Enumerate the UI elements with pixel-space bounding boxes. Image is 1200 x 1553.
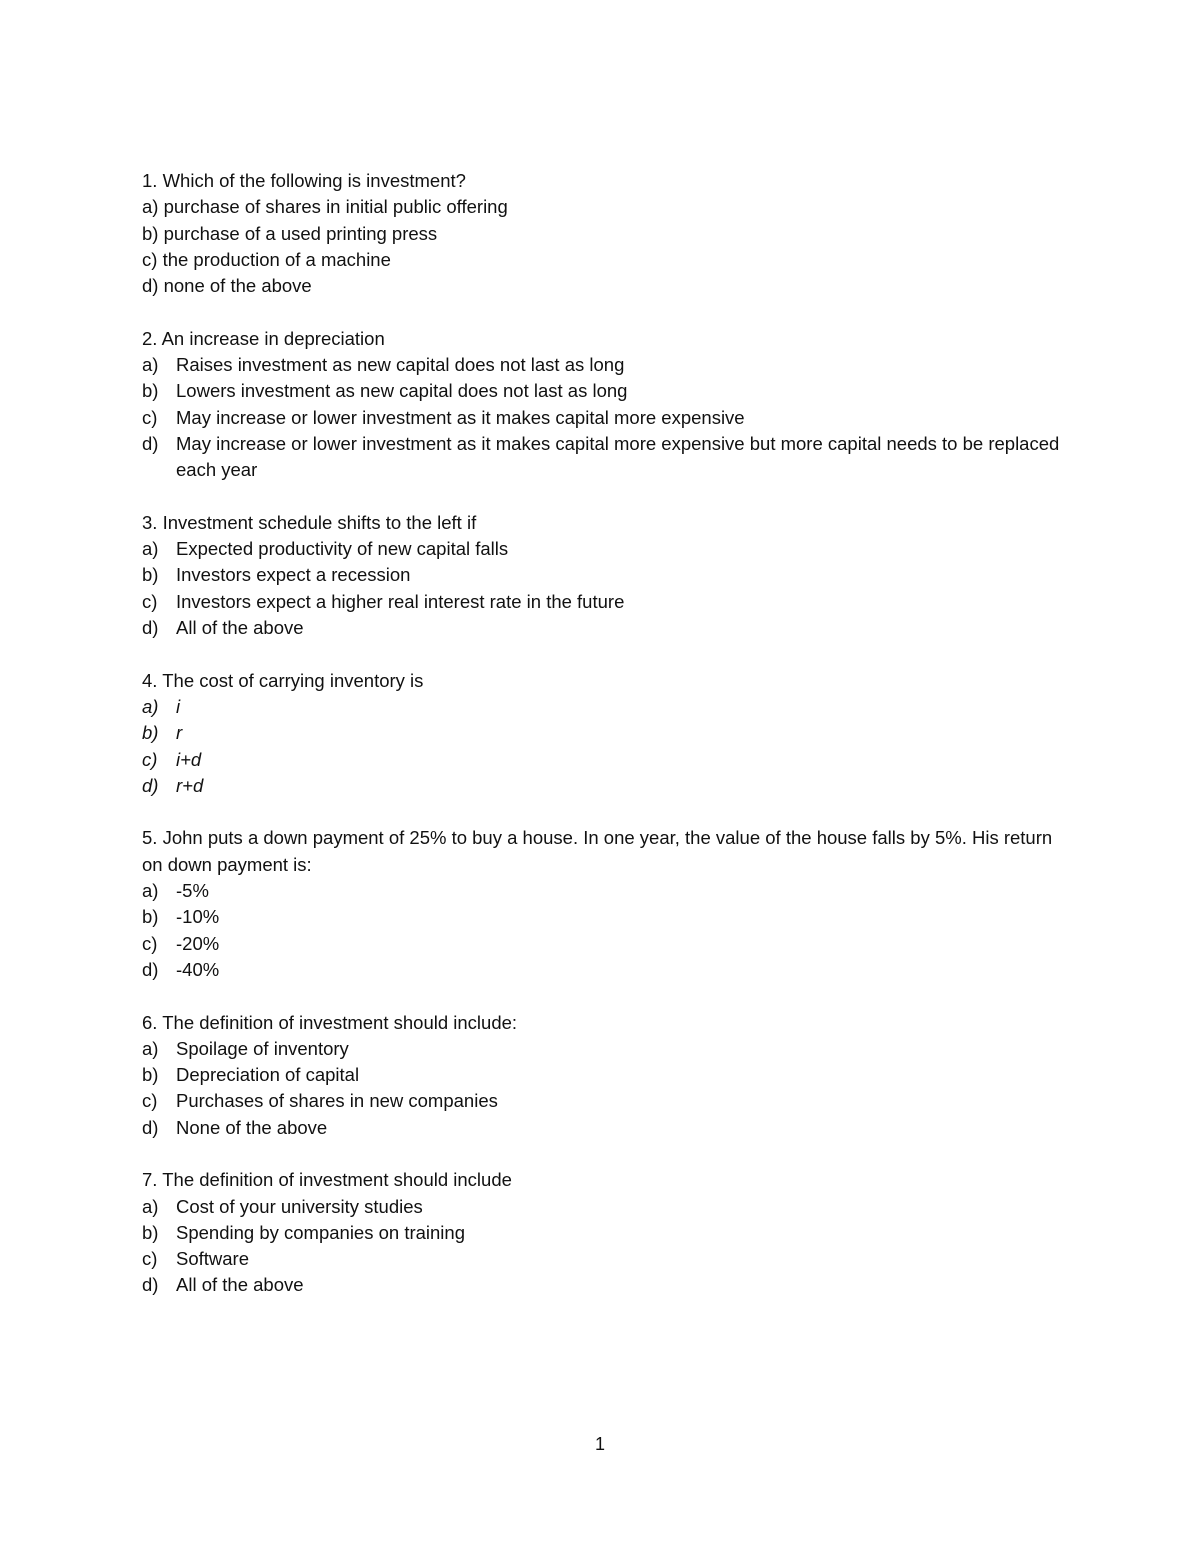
option-text: purchase of shares in initial public offering (163, 196, 508, 218)
option-text: none of the above (163, 275, 312, 297)
option-letter: a) (142, 1195, 159, 1217)
option-text: All of the above (176, 617, 304, 639)
option-c (142, 1246, 1072, 1272)
option-text: May increase or lower investment as it makes capital more expensive but more capital needs to be replaced each year (176, 432, 1060, 481)
question-text: John puts a down payment of 25% to buy a house. In one year, the value of the house falls by 5%. His return on down payment is: (142, 827, 1053, 875)
option-b (142, 720, 1072, 746)
option-a (142, 194, 1072, 220)
question-text: The definition of investment should include: (162, 1011, 518, 1033)
option-letter: d) (142, 617, 159, 639)
option-text: Spending by companies on training (176, 1221, 465, 1243)
option-b (142, 1062, 1072, 1088)
option-letter: a) (142, 354, 159, 376)
option-text: -10% (176, 906, 220, 928)
question-6 (142, 1010, 1072, 1141)
question-text: An increase in depreciation (161, 327, 385, 349)
option-letter: b) (142, 222, 159, 244)
option-a (142, 1036, 1072, 1062)
question-4-stem (142, 668, 1072, 694)
option-text: purchase of a used printing press (163, 222, 438, 244)
option-text: i+d (176, 748, 202, 770)
option-text: r+d (176, 774, 204, 796)
option-letter: c) (142, 1090, 158, 1112)
option-letter: c) (142, 1248, 158, 1270)
option-list (142, 1036, 1072, 1141)
option-letter: b) (142, 1221, 159, 1243)
question-3 (142, 510, 1072, 641)
option-text: Raises investment as new capital does not last as long (176, 354, 625, 376)
option-a (142, 352, 1072, 378)
option-text: Investors expect a higher real interest rate in the future (176, 590, 625, 612)
option-text: Expected productivity of new capital falls (176, 538, 509, 560)
question-7 (142, 1167, 1072, 1298)
page-number: 1 (594, 1434, 605, 1454)
question-1 (142, 168, 1072, 299)
option-text: None of the above (176, 1116, 328, 1138)
option-c (142, 405, 1072, 431)
question-7-stem (142, 1167, 1072, 1193)
question-number: 2. (142, 327, 158, 349)
option-c (142, 247, 1072, 273)
option-letter: c) (142, 932, 158, 954)
option-d (142, 1272, 1072, 1298)
option-d (142, 273, 1072, 299)
option-letter: b) (142, 380, 159, 402)
option-c (142, 747, 1072, 773)
option-b (142, 221, 1072, 247)
option-letter: b) (142, 722, 159, 744)
option-a (142, 536, 1072, 562)
option-text: Cost of your university studies (176, 1195, 423, 1217)
option-a (142, 878, 1072, 904)
option-text: Investors expect a recession (176, 564, 411, 586)
question-5-stem (142, 825, 1072, 878)
option-letter: a) (142, 695, 159, 717)
option-letter: a) (142, 1037, 159, 1059)
option-a (142, 1194, 1072, 1220)
option-b (142, 1220, 1072, 1246)
option-c (142, 589, 1072, 615)
option-list (142, 694, 1072, 799)
option-text: Purchases of shares in new companies (176, 1090, 498, 1112)
option-letter: c) (142, 748, 158, 770)
option-letter: b) (142, 906, 159, 928)
option-c (142, 931, 1072, 957)
question-number: 4. (142, 669, 158, 691)
option-text: Software (176, 1248, 250, 1270)
option-a (142, 694, 1072, 720)
question-text: Which of the following is investment? (162, 170, 466, 191)
option-letter: b) (142, 1064, 159, 1086)
question-5 (142, 825, 1072, 983)
question-3-stem (142, 510, 1072, 536)
question-4 (142, 668, 1072, 799)
option-d (142, 957, 1072, 983)
option-text: -20% (176, 932, 220, 954)
option-list (142, 1194, 1072, 1299)
option-text: Lowers investment as new capital does not last as long (176, 380, 628, 402)
option-text: the production of a machine (162, 248, 391, 270)
option-letter: d) (142, 432, 159, 454)
question-2 (142, 326, 1072, 484)
option-letter: a) (142, 880, 159, 902)
question-list (142, 168, 1072, 1325)
question-6-stem (142, 1010, 1072, 1036)
option-list (142, 536, 1072, 641)
option-d (142, 615, 1072, 641)
option-text: -5% (176, 880, 209, 902)
option-letter: a) (142, 538, 159, 560)
option-letter: c) (142, 590, 158, 612)
question-number: 7. (142, 1169, 158, 1191)
option-text: All of the above (176, 1274, 304, 1296)
question-text: Investment schedule shifts to the left if (162, 511, 477, 533)
option-d (142, 1115, 1072, 1141)
option-b (142, 904, 1072, 930)
option-b (142, 562, 1072, 588)
option-d (142, 773, 1072, 799)
option-text: May increase or lower investment as it makes capital more expensive (176, 406, 745, 428)
option-text: i (176, 695, 181, 717)
option-letter: d) (142, 275, 159, 297)
question-number: 6. (142, 1011, 158, 1033)
option-letter: d) (142, 1274, 159, 1296)
option-list (142, 878, 1072, 983)
question-1-stem (142, 168, 1072, 194)
question-2-stem (142, 326, 1072, 352)
option-letter: d) (142, 1116, 159, 1138)
option-text: r (176, 722, 183, 744)
option-text: Depreciation of capital (176, 1064, 360, 1086)
option-text: -40% (176, 958, 220, 980)
question-text: The cost of carrying inventory is (162, 669, 424, 691)
option-list (142, 352, 1072, 483)
option-letter: b) (142, 564, 159, 586)
question-number: 5. (142, 827, 158, 849)
option-text: Spoilage of inventory (176, 1037, 349, 1059)
option-letter: d) (142, 958, 159, 980)
option-letter: a) (142, 196, 159, 218)
option-letter: c) (142, 406, 158, 428)
option-b (142, 378, 1072, 404)
option-d (142, 431, 1072, 484)
option-letter: d) (142, 774, 159, 796)
question-text: The definition of investment should include (162, 1169, 512, 1191)
question-number: 1. (142, 170, 158, 191)
question-number: 3. (142, 511, 158, 533)
option-c (142, 1088, 1072, 1114)
option-letter: c) (142, 248, 158, 270)
